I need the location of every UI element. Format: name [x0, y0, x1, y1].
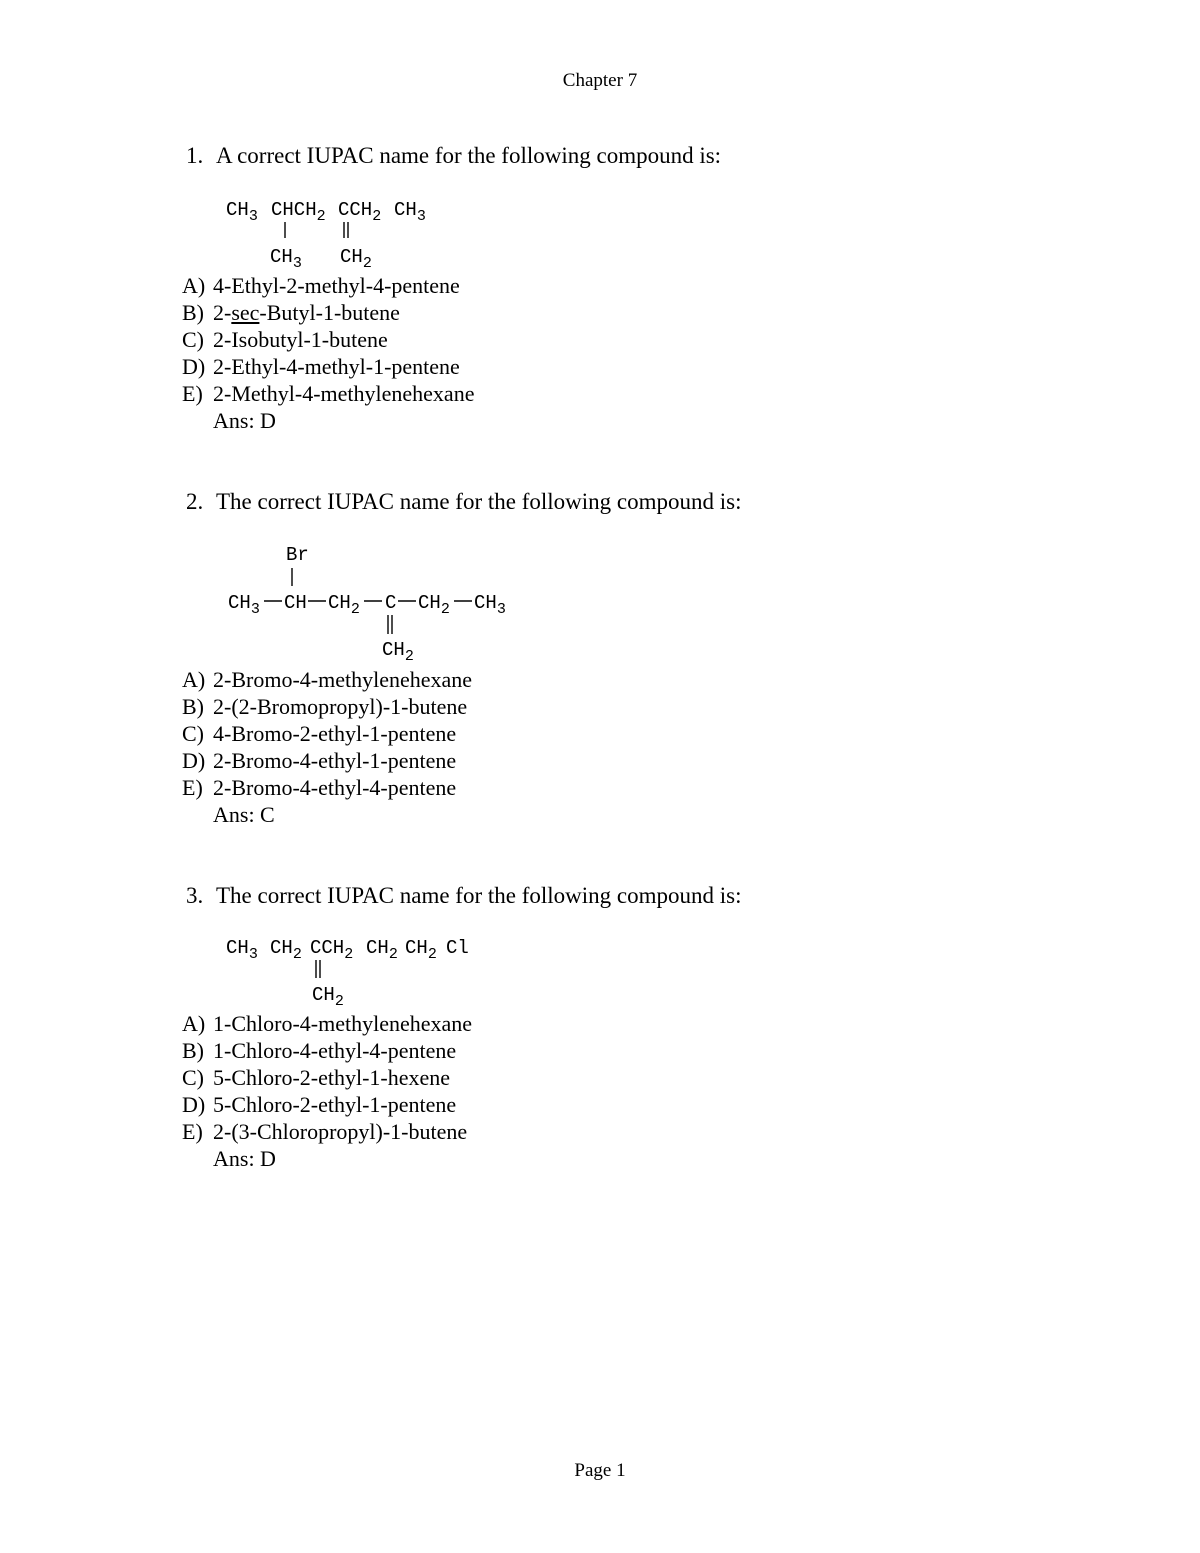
option-text: 1-Chloro-4-methylenehexane — [213, 1011, 473, 1036]
option-letter: A) — [182, 1011, 206, 1036]
option-letter: D) — [182, 1092, 206, 1117]
question-number: 3. — [186, 883, 204, 908]
question-text: The correct IUPAC name for the following compound is: — [216, 489, 742, 514]
option-a[interactable] — [182, 666, 473, 693]
option-text: 2-Bromo-4-ethyl-4-pentene — [213, 775, 457, 800]
option-b[interactable] — [182, 693, 472, 720]
structure-1 — [220, 190, 520, 270]
struct-cch2: $CCH_2$ — [338, 199, 382, 225]
struct-sub-ch2: $CH_2$ — [340, 246, 372, 270]
question-stem — [186, 142, 1086, 170]
question-stem — [186, 882, 1086, 910]
struct-c6: $CH_3$ — [474, 592, 506, 618]
page-header: Chapter 7 — [562, 70, 638, 91]
option-letter: B) — [182, 300, 204, 325]
option-text: 1-Chloro-4-ethyl-4-pentene — [213, 1038, 457, 1063]
option-text: 2-(2-Bromopropyl)-1-butene — [213, 694, 468, 719]
answer: Ans: D — [213, 1146, 276, 1171]
option-letter: B) — [182, 1038, 204, 1063]
option-c[interactable] — [182, 326, 474, 353]
option-letter: A) — [182, 667, 206, 692]
option-list — [182, 272, 475, 434]
page-footer: Page 1 — [574, 1460, 626, 1481]
struct-c3: $CH_2$ — [328, 592, 360, 618]
question-number: 1. — [186, 143, 204, 168]
option-c[interactable] — [182, 720, 472, 747]
option-letter: C) — [182, 1065, 204, 1090]
struct-c1: $CH_3$ — [228, 592, 260, 618]
question-number: 2. — [186, 489, 204, 514]
option-a[interactable] — [182, 272, 474, 299]
struct-ch3: $CH_3$ — [226, 937, 258, 963]
option-b[interactable] — [182, 299, 474, 326]
question-2 — [186, 488, 1086, 516]
struct-sub-ch2: $CH_2$ — [312, 984, 344, 1008]
option-letter: B) — [182, 694, 204, 719]
struct-c2: CH — [284, 592, 307, 614]
question-text: A correct IUPAC name for the following compound is: — [216, 143, 722, 168]
option-d[interactable] — [182, 353, 474, 380]
struct-ch3: $CH_3$ — [226, 199, 258, 225]
struct-cl: Cl — [446, 937, 469, 959]
struct-ch2: $CH_2$ — [270, 937, 302, 963]
option-text: 2-Bromo-4-ethyl-1-pentene — [213, 748, 457, 773]
structure-2 — [222, 538, 542, 663]
option-e[interactable] — [182, 380, 475, 407]
struct-br: Br — [286, 544, 309, 566]
option-text: 2-Isobutyl-1-butene — [213, 327, 388, 352]
option-letter: D) — [182, 354, 206, 379]
struct-cch2: $CCH_2$ — [310, 937, 354, 963]
option-letter: C) — [182, 721, 204, 746]
question-stem — [186, 488, 1086, 516]
option-d[interactable] — [182, 747, 472, 774]
option-text: 2-Methyl-4-methylenehexane — [213, 381, 475, 406]
option-letter: D) — [182, 748, 206, 773]
question-1 — [186, 142, 1086, 170]
answer: Ans: D — [213, 408, 276, 433]
option-text-underlined: sec — [231, 300, 260, 325]
option-letter: C) — [182, 327, 204, 352]
struct-sub-ch2: $CH_2$ — [382, 639, 414, 663]
struct-c5: $CH_2$ — [418, 592, 450, 618]
option-text-suffix: -Butyl-1-butene — [259, 300, 400, 325]
struct-ch2: $CH_2$ — [405, 937, 437, 963]
structure-3 — [220, 928, 540, 1008]
option-letter: E) — [182, 381, 203, 406]
option-text-prefix: 2- — [213, 300, 232, 325]
option-text: 4-Ethyl-2-methyl-4-pentene — [213, 273, 460, 298]
question-text: The correct IUPAC name for the following compound is: — [216, 883, 742, 908]
option-c[interactable] — [182, 1064, 472, 1091]
option-list — [182, 1010, 473, 1172]
struct-c4: C — [385, 592, 397, 614]
struct-chch2: $CHCH_2$ — [271, 199, 326, 225]
option-e[interactable] — [182, 1118, 472, 1145]
option-letter: E) — [182, 1119, 203, 1144]
option-text: 2-(3-Chloropropyl)-1-butene — [213, 1119, 468, 1144]
option-letter: A) — [182, 273, 206, 298]
option-text: 2-Bromo-4-methylenehexane — [213, 667, 473, 692]
option-text: 4-Bromo-2-ethyl-1-pentene — [213, 721, 457, 746]
option-e[interactable] — [182, 774, 472, 801]
option-list — [182, 666, 473, 828]
option-a[interactable] — [182, 1010, 473, 1037]
question-3 — [186, 882, 1086, 910]
struct-ch2: $CH_2$ — [366, 937, 398, 963]
option-letter: E) — [182, 775, 203, 800]
option-text: 5-Chloro-2-ethyl-1-hexene — [213, 1065, 451, 1090]
struct-ch3-end: $CH_3$ — [394, 199, 426, 225]
struct-sub-ch3: $CH_3$ — [270, 246, 302, 270]
option-text: 5-Chloro-2-ethyl-1-pentene — [213, 1092, 457, 1117]
option-text: 2-Ethyl-4-methyl-1-pentene — [213, 354, 460, 379]
answer: Ans: C — [213, 802, 275, 827]
option-d[interactable] — [182, 1091, 472, 1118]
option-b[interactable] — [182, 1037, 472, 1064]
